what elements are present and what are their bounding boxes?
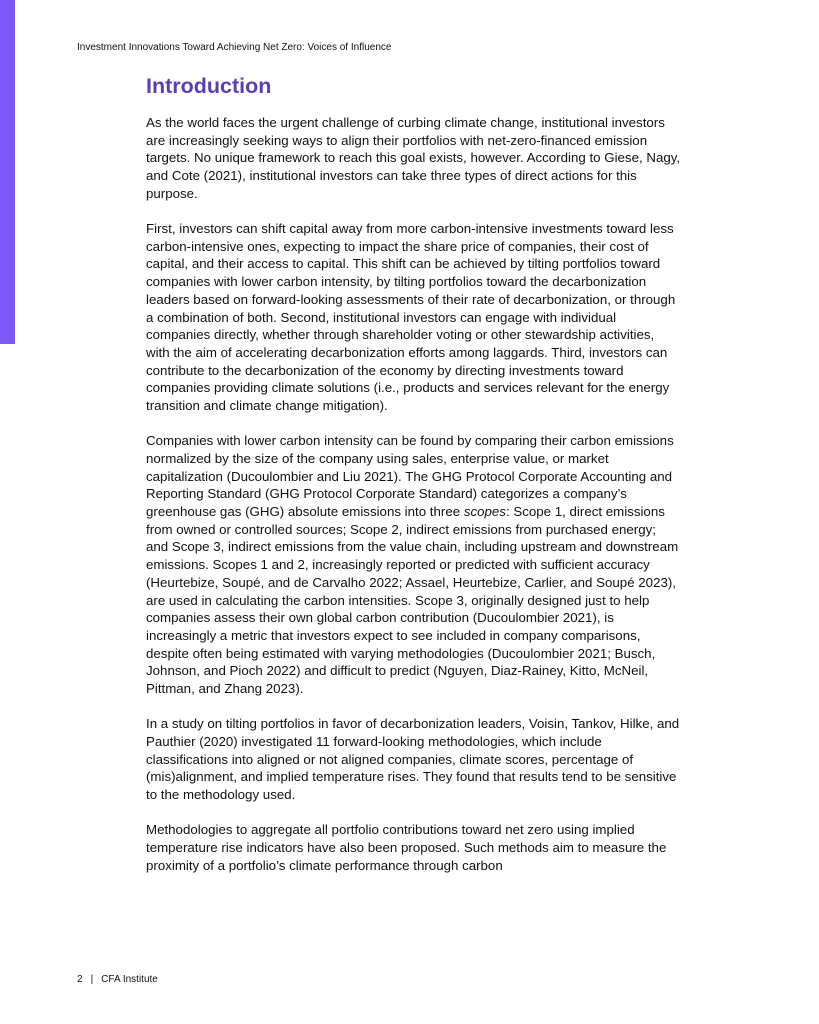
paragraph-aggregation-methods: Methodologies to aggregate all portfolio contributions toward net zero using implied temperature rise indicators have also been proposed. Such methods aim to measure the proximity of a portfolio’s climate performance through carbon <box>146 822 667 873</box>
paragraph-direct-actions: First, investors can shift capital away from more carbon-intensive investments toward less carbon-intensive ones, expecting to impact the share price of companies, their cost of capital, and their access to capital. This shift can be achieved by tilting portfolios toward companies with lower carbon intensity, by tilting portfolios toward the decarbonization leaders based on forward-looking assessments of their rate of decarbonization, or through a combination of both. Second, institutional investors can engage with individual companies directly, whether through shareholder voting or other stewardship activities, with the aim of accelerating decarbonization efforts among laggards. Third, investors can contribute to the decarbonization of the economy by directing investments toward companies providing climate solutions (i.e., products and services relevant for the energy transition and climate change mitigation). <box>146 221 676 414</box>
page-number: 2 <box>77 974 83 985</box>
italic-term-scopes: scopes <box>463 504 506 520</box>
paragraph-carbon-intensity <box>146 432 681 698</box>
page-body <box>146 72 681 892</box>
side-accent-bar <box>0 0 15 344</box>
page-footer <box>77 974 158 986</box>
section-title: Introduction <box>146 74 272 98</box>
publisher-name: CFA Institute <box>101 974 158 985</box>
paragraph-intro: As the world faces the urgent challenge of curbing climate change, institutional investors are increasingly seeking ways to align their portfolios with net-zero-financed emission targets. No unique framework to reach this goal exists, however. According to Giese, Nagy, and Cote (2021), institutional investors can take three types of direct actions for this purpose. <box>146 115 681 201</box>
paragraph-tilting-study: In a study on tilting portfolios in favor of decarbonization leaders, Voisin, Tankov, Hilke, and Pauthier (2020) investigated 11 forward-looking methodologies, which include classifications into aligned or not aligned companies, climate scores, percentage of (mis)alignment, and implied temperature rises. They found that results tend to be sensitive to the methodology used. <box>146 716 680 803</box>
footer-separator: | <box>90 974 94 985</box>
paragraph-text-segment: : Scope 1, direct emissions from owned or controlled sources; Scope 2, indirect emissions from purchased energy; and Scope 3, indirect emissions from the value chain, including upstream and downstream emissions. Scopes 1 and 2, increasingly reported or predicted with sufficient accuracy (Heurtebize, Soupé, and de Carvalho 2022; Assael, Heurtebize, Carlier, and Soupé 2023), are used in calculating the carbon intensities. Scope 3, originally designed just to help companies assess their own global carbon contribution (Ducoulombier 2021), is increasingly a metric that investors expect to see included in company comparisons, despite often being estimated with varying methodologies (Ducoulombier 2021; Busch, Johnson, and Pioch 2022) and difficult to predict (Nguyen, Diaz-Rainey, Kitto, McNeil, Pittman, and Zhang 2023). <box>146 504 679 697</box>
running-header: Investment Innovations Toward Achieving Net Zero: Voices of Influence <box>77 42 392 53</box>
paragraph-text-segment: Companies with lower carbon intensity can be found by comparing their carbon emissions normalized by the size of the company using sales, enterprise value, or market capitalization (Ducoulombier and Liu 2021). The GHG Protocol Corporate Accounting and Reporting Standard (GHG Protocol Corporate Standard) categorizes a company’s greenhouse gas (GHG) absolute emissions into three <box>146 433 674 520</box>
